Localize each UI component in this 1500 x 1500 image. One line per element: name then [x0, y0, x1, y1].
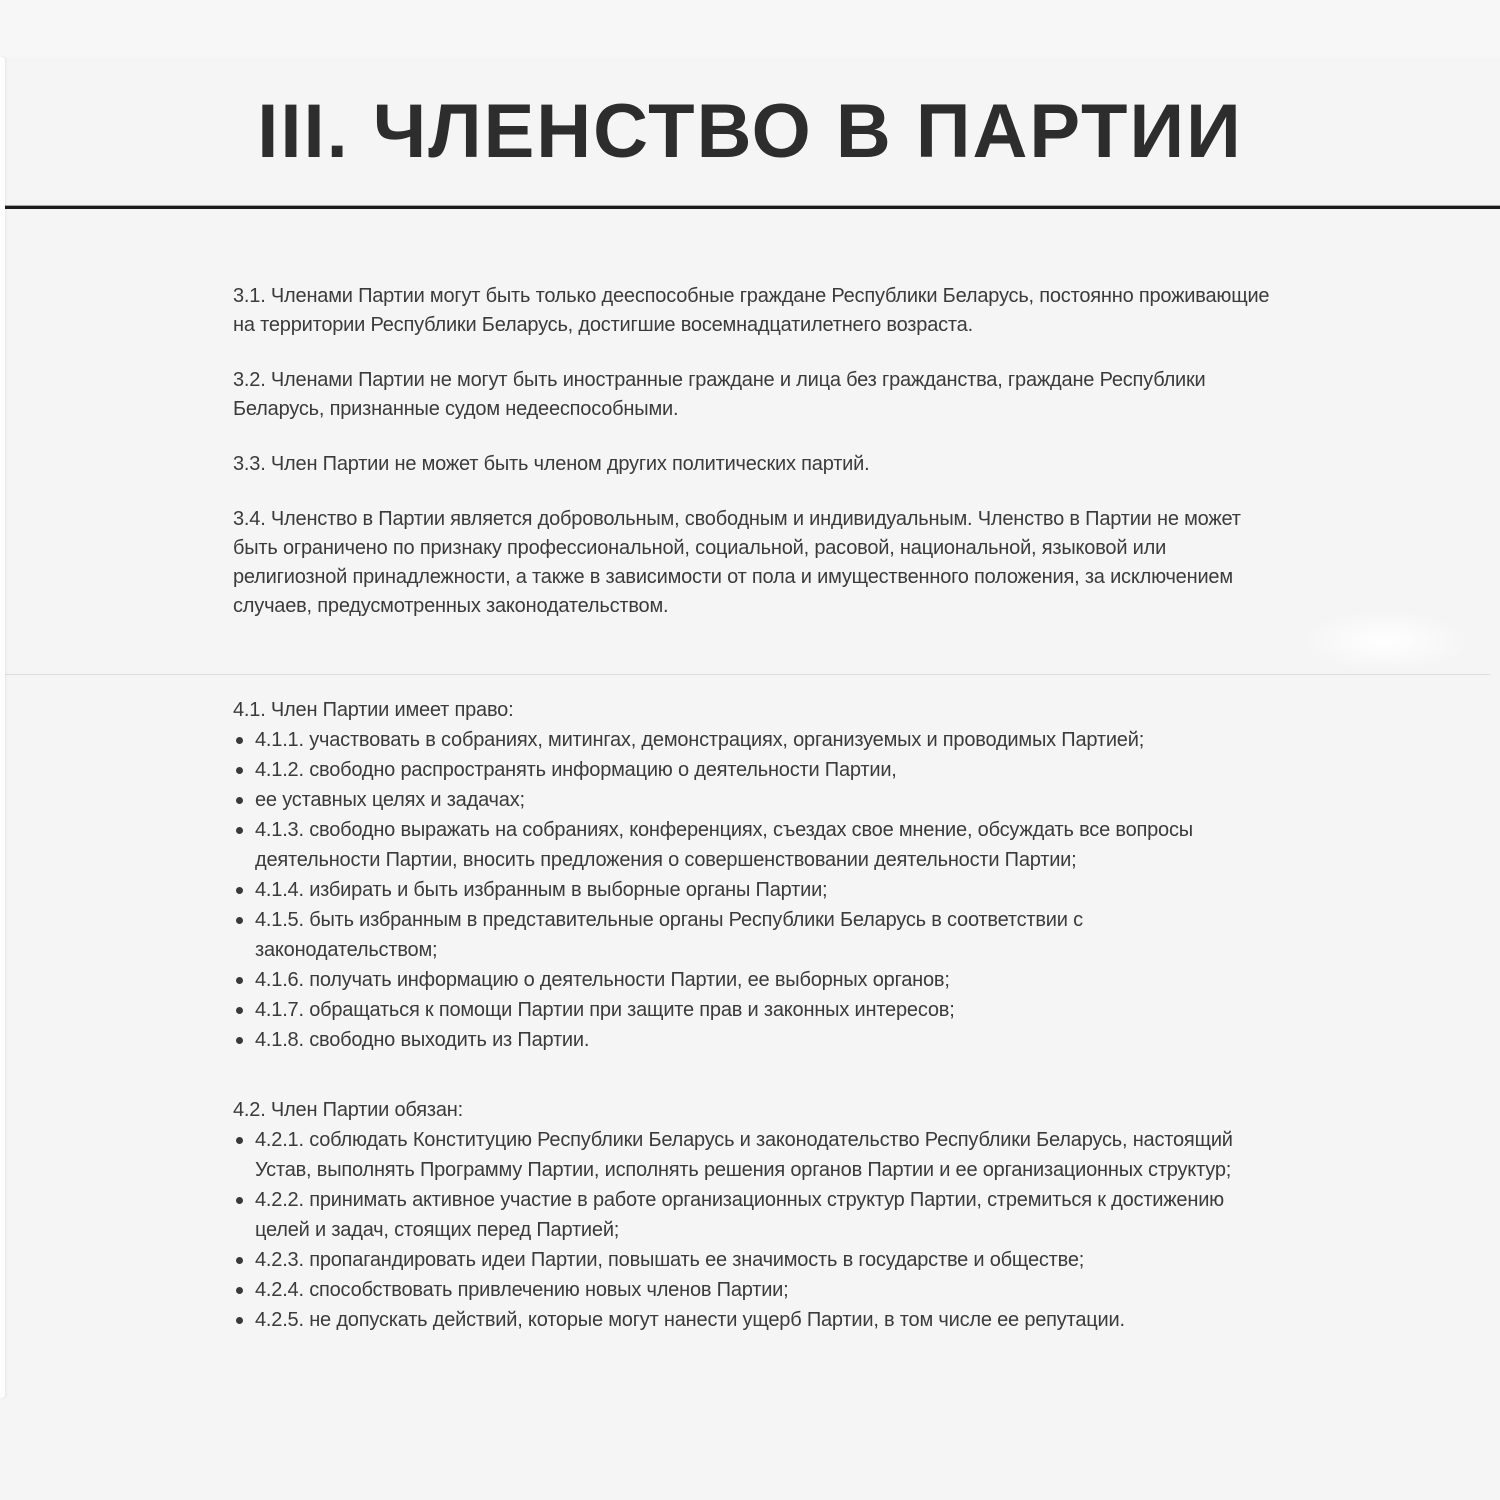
bullet-icon: [236, 737, 243, 744]
list-item: [230, 965, 1270, 995]
list-item: [230, 1305, 1270, 1335]
bullet-icon: [236, 887, 243, 894]
document-content: [0, 209, 1500, 674]
list-item: [230, 905, 1270, 965]
paragraph-3-3: 3.3. Член Партии не может быть членом других политических партий.: [233, 453, 870, 475]
bullet-icon: [236, 1287, 243, 1294]
bullet-icon: [236, 797, 243, 804]
list-heading-rights: 4.1. Член Партии имеет право:: [233, 699, 514, 721]
list-item-text: 4.2.4. способствовать привлечению новых членов Партии;: [255, 1279, 789, 1301]
list-item-text: 4.1.6. получать информацию о деятельности Партии, ее выборных органов;: [255, 969, 950, 991]
list-item: [230, 1245, 1270, 1275]
left-page-edge: [0, 57, 5, 1398]
list-item-text: 4.2.2. принимать активное участие в работе организационных структур Партии, стремиться к достижению целей и задач, стоящих перед Партией;: [255, 1189, 1224, 1241]
list-item: [230, 1185, 1270, 1245]
page-title: III. ЧЛЕНСТВО В ПАРТИИ: [257, 88, 1243, 174]
bullet-icon: [236, 1317, 243, 1324]
list-item-text: 4.1.7. обращаться к помощи Партии при защите прав и законных интересов;: [255, 999, 955, 1021]
list-item-text: 4.1.8. свободно выходить из Партии.: [255, 1029, 590, 1051]
bullet-icon: [236, 917, 243, 924]
list-item-text: 4.2.5. не допускать действий, которые могут нанести ущерб Партии, в том числе ее репутации.: [255, 1309, 1125, 1331]
list-item: [230, 725, 1270, 755]
bullet-icon: [236, 1137, 243, 1144]
list-item-text: 4.1.5. быть избранным в представительные органы Республики Беларусь в соответствии с законодательством;: [255, 909, 1083, 961]
title-band: [0, 57, 1500, 205]
bullet-icon: [236, 1257, 243, 1264]
top-strip: [0, 0, 1500, 57]
list-item: [230, 785, 1270, 815]
list-item: [230, 1275, 1270, 1305]
paragraph-3-2: 3.2. Членами Партии не могут быть иностранные граждане и лица без гражданства, граждане Республики Беларусь, признанные судом недееспособными.: [233, 369, 1206, 420]
list-item: [230, 875, 1270, 905]
list-item-text: ее уставных целях и задачах;: [255, 789, 525, 811]
list-item-text: 4.1.2. свободно распространять информацию о деятельности Партии,: [255, 759, 897, 781]
bullet-icon: [236, 1007, 243, 1014]
bullet-icon: [236, 1197, 243, 1204]
list-heading-duties: 4.2. Член Партии обязан:: [233, 1099, 463, 1121]
list-item: [230, 1125, 1270, 1185]
list-item: [230, 1025, 1270, 1055]
bullet-icon: [236, 827, 243, 834]
list-item-text: 4.2.3. пропагандировать идеи Партии, повышать ее значимость в государстве и обществе;: [255, 1249, 1085, 1271]
list-item-text: 4.1.1. участвовать в собраниях, митингах, демонстрациях, организуемых и проводимых Партией;: [255, 729, 1145, 751]
list-item: [230, 995, 1270, 1025]
list-item: [230, 815, 1270, 875]
bullet-icon: [236, 1037, 243, 1044]
list-item-text: 4.2.1. соблюдать Конституцию Республики Беларусь и законодательство Республики Беларусь, настоящий Устав, выполнять Программу Партии, исполнять решения органов Партии и ее организационных структур;: [255, 1129, 1233, 1181]
list-item-text: 4.1.4. избирать и быть избранным в выборные органы Партии;: [255, 879, 828, 901]
duties-list: [230, 1125, 1270, 1335]
bullet-icon: [236, 767, 243, 774]
document-content-lists: [0, 675, 1500, 1415]
bullet-icon: [236, 977, 243, 984]
list-item-text: 4.1.3. свободно выражать на собраниях, конференциях, съездах свое мнение, обсуждать все вопросы деятельности Партии, вносить предложения о совершенствовании деятельности Партии;: [255, 819, 1193, 871]
rights-list: [230, 725, 1270, 1055]
section-membership-conditions: [230, 209, 1270, 674]
section-member-rights-duties: [230, 675, 1270, 1415]
paragraph-3-1: 3.1. Членами Партии могут быть только дееспособные граждане Республики Беларусь, постоянно проживающие на территории Республики Беларусь, достигшие восемнадцатилетнего возраста.: [233, 285, 1270, 336]
list-item: [230, 755, 1270, 785]
paragraph-3-4: 3.4. Членство в Партии является добровольным, свободным и индивидуальным. Членство в Партии не может быть ограничено по признаку профессиональной, социальной, расовой, национальной, языковой или религиозной принадлежности, а также в зависимости от пола и имущественного положения, за исключением случаев, предусмотренных законодательством.: [233, 508, 1241, 617]
